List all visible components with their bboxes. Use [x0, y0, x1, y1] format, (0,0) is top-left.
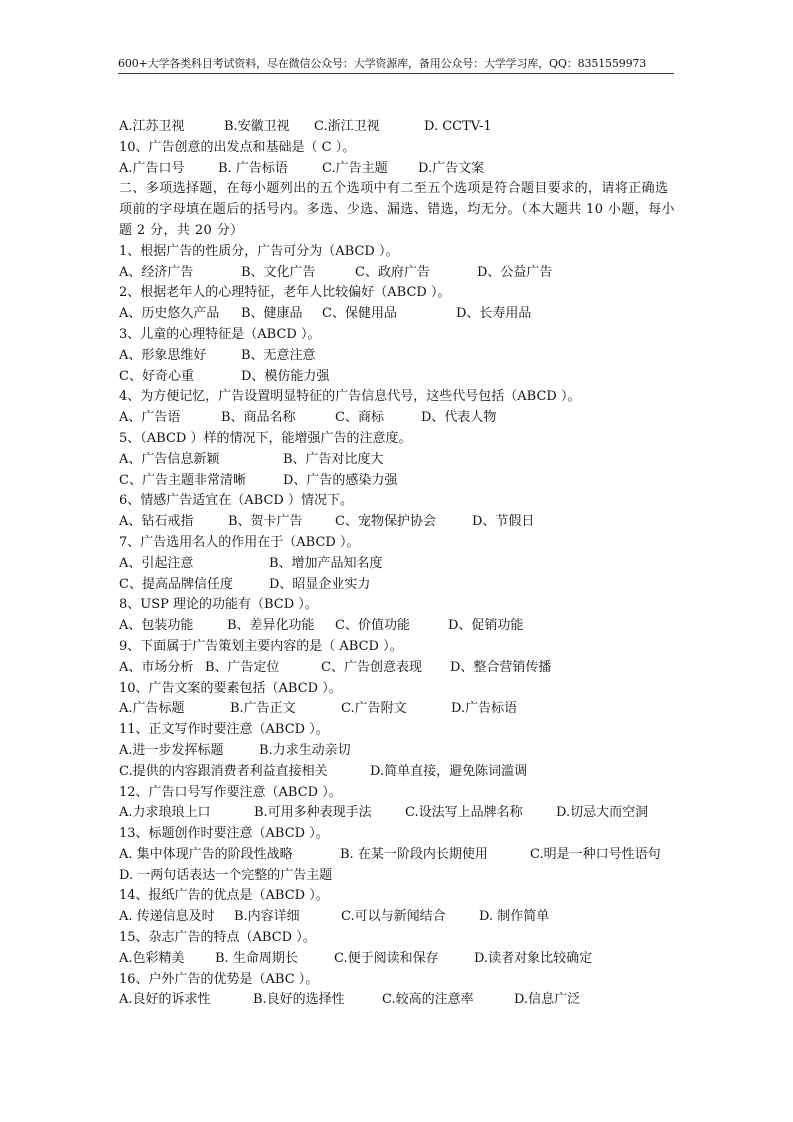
answer-option: D、促销功能: [448, 618, 524, 634]
answer-option: B.力求生动亲切: [259, 742, 351, 758]
answer-option: C.提供的内容跟消费者利益直接相关: [119, 763, 328, 779]
answer-option: B、健康品: [241, 306, 303, 322]
answer-option: B. 广告标语: [218, 160, 288, 176]
document-body: [119, 117, 679, 1011]
option-row: [119, 159, 679, 180]
answer-option: B、商品名称: [221, 410, 296, 426]
option-row: [119, 450, 679, 471]
option-row: [119, 741, 679, 762]
answer-option: A、历史悠久产品: [119, 306, 220, 322]
answer-option: B.良好的选择性: [253, 992, 345, 1008]
question-text: 11、正文写作时要注意（ABCD ）。: [119, 722, 329, 738]
option-row: [119, 554, 679, 575]
answer-option: C.浙江卫视: [314, 119, 380, 134]
answer-option: C、商标: [335, 410, 384, 426]
header-divider: [118, 73, 674, 74]
answer-option: C.便于阅读和保存: [334, 950, 439, 966]
answer-option: A.广告标题: [119, 701, 185, 717]
answer-option: C.设法写上品牌名称: [405, 805, 523, 821]
option-row: [119, 346, 679, 367]
answer-option: C、广告创意表现: [321, 659, 422, 675]
question-text: 1、根据广告的性质分，广告可分为（ABCD ）。: [119, 243, 399, 259]
option-row: [119, 803, 679, 824]
answer-option: A、经济广告: [119, 264, 194, 280]
question-text: D. 一两句话表达一个完整的广告主题: [119, 867, 333, 883]
answer-option: D.广告文案: [418, 160, 485, 176]
answer-option: C、保健用品: [322, 306, 397, 322]
answer-option: A.广告口号: [119, 160, 185, 176]
question-text: 12、广告口号写作要注意（ABCD ）。: [119, 784, 342, 800]
answer-option: A. 集中体现广告的阶段性战略: [119, 846, 293, 862]
answer-option: B、无意注意: [241, 347, 316, 363]
option-row: [119, 907, 679, 928]
answer-option: D、长寿用品: [456, 306, 532, 322]
answer-option: C、政府广告: [355, 264, 430, 280]
answer-option: D.切忌大而空洞: [556, 805, 649, 821]
answer-option: D.广告标语: [451, 701, 518, 717]
question-text: 10、广告文案的要素包括（ABCD ）。: [119, 680, 342, 696]
option-row: [119, 949, 679, 970]
answer-option: B.安徽卫视: [224, 119, 290, 134]
answer-option: B.内容详细: [234, 909, 300, 925]
option-row: [119, 575, 679, 596]
answer-option: C.广告附文: [341, 701, 407, 717]
question-text: 9、下面属于广告策划主要内容的是（ ABCD ）。: [119, 638, 403, 654]
answer-option: D.读者对象比较确定: [474, 950, 593, 966]
answer-option: C.较高的注意率: [382, 992, 474, 1008]
question-text: 10、广告创意的出发点和基础是（ C ）。: [119, 139, 356, 155]
question-text: 15、杂志广告的特点（ABCD ）。: [119, 930, 316, 946]
answer-option: A.力求琅琅上口: [119, 805, 211, 821]
answer-option: A、广告语: [119, 410, 181, 426]
option-row: [119, 117, 679, 138]
answer-option: A、引起注意: [119, 555, 194, 571]
option-row: [119, 990, 679, 1011]
answer-option: D.信息广泛: [514, 992, 581, 1008]
option-row: [119, 367, 679, 388]
option-row: [119, 263, 679, 284]
answer-option: D、节假日: [472, 514, 535, 530]
option-row: [119, 408, 679, 429]
answer-option: A.良好的诉求性: [119, 992, 211, 1008]
answer-option: A. 传递信息及时: [119, 909, 215, 925]
option-row: [119, 762, 679, 783]
answer-option: D、模仿能力强: [241, 368, 330, 384]
answer-option: B、广告对比度大: [283, 451, 384, 467]
answer-option: B、增加产品知名度: [269, 555, 383, 571]
answer-option: D.简单直接，避免陈词滥调: [370, 763, 528, 779]
answer-option: A.进一步发挥标题: [119, 742, 224, 758]
answer-option: A、钻石戒指: [119, 514, 194, 530]
answer-option: B.广告正文: [230, 701, 296, 717]
page-header: 600+大学各类科目考试资料，尽在微信公众号：大学资源库，备用公众号：大学学习库，QQ：8351559973: [118, 57, 647, 70]
question-text: 3、儿童的心理特征是（ABCD ）。: [119, 326, 321, 342]
answer-option: B.可用多种表现手法: [254, 805, 372, 821]
option-row: [119, 616, 679, 637]
option-row: [119, 699, 679, 720]
answer-option: C.广告主题: [322, 160, 388, 176]
answer-option: B、广告定位: [205, 659, 280, 675]
answer-option: D. CCTV-1: [424, 119, 492, 134]
question-text: 6、情感广告适宜在（ABCD ）情况下。: [119, 493, 353, 509]
answer-option: D、广告的感染力强: [283, 472, 398, 488]
section-instructions: 二、多项选择题，在每小题列出的五个选项中有二至五个选项是符合题目要求的，请将正确选项前的字母填在题后的括号内。多选、少选、漏选、错选，均无分。（本大题共 10 小题，每小题 2 分，共 20 分）: [119, 181, 675, 238]
answer-option: A.色彩精美: [119, 950, 185, 966]
question-text: 2、根据老年人的心理特征，老年人比较偏好（ABCD ）。: [119, 285, 451, 301]
answer-option: A.江苏卫视: [119, 119, 185, 134]
question-text: 13、标题创作时要注意（ABCD ）。: [119, 826, 329, 842]
option-row: [119, 845, 679, 866]
answer-option: A、包装功能: [119, 618, 194, 634]
answer-option: A、市场分析: [119, 659, 194, 675]
answer-option: C.明是一种口号性语句: [530, 846, 661, 862]
question-text: 14、报纸广告的优点是（ABCD ）。: [119, 888, 329, 904]
answer-option: B、差异化功能: [227, 618, 315, 634]
option-row: [119, 304, 679, 325]
answer-option: C、宠物保护协会: [335, 514, 436, 530]
question-text: 5、（ABCD ）样的情况下，能增强广告的注意度。: [119, 430, 412, 446]
answer-option: B. 在某一阶段内长期使用: [340, 846, 488, 862]
answer-option: C、价值功能: [335, 618, 410, 634]
answer-option: A、形象思维好: [119, 347, 207, 363]
answer-option: C、好奇心重: [119, 368, 194, 384]
answer-option: D. 制作简单: [479, 909, 550, 925]
answer-option: C、广告主题非常清晰: [119, 472, 246, 488]
option-row: [119, 658, 679, 679]
answer-option: D、代表人物: [421, 410, 497, 426]
answer-option: B、文化广告: [241, 264, 316, 280]
answer-option: C、提高品牌信任度: [119, 576, 233, 592]
answer-option: D、公益广告: [477, 264, 553, 280]
question-text: 8、USP 理论的功能有（BCD ）。: [119, 597, 318, 613]
question-text: 7、广告选用名人的作用在于（ABCD ）。: [119, 534, 360, 550]
option-row: [119, 512, 679, 533]
answer-option: D、昭显企业实力: [269, 576, 371, 592]
answer-option: B、贺卡广告: [228, 514, 303, 530]
question-text: 4、为方便记忆，广告设置明显特征的广告信息代号，这些代号包括（ABCD ）。: [119, 389, 581, 405]
answer-option: A、广告信息新颖: [119, 451, 220, 467]
answer-option: C.可以与新闻结合: [341, 909, 446, 925]
answer-option: D、整合营销传播: [450, 659, 552, 675]
option-row: [119, 471, 679, 492]
answer-option: B. 生命周期长: [215, 950, 298, 966]
question-text: 16、户外广告的优势是（ABC ）。: [119, 971, 319, 987]
